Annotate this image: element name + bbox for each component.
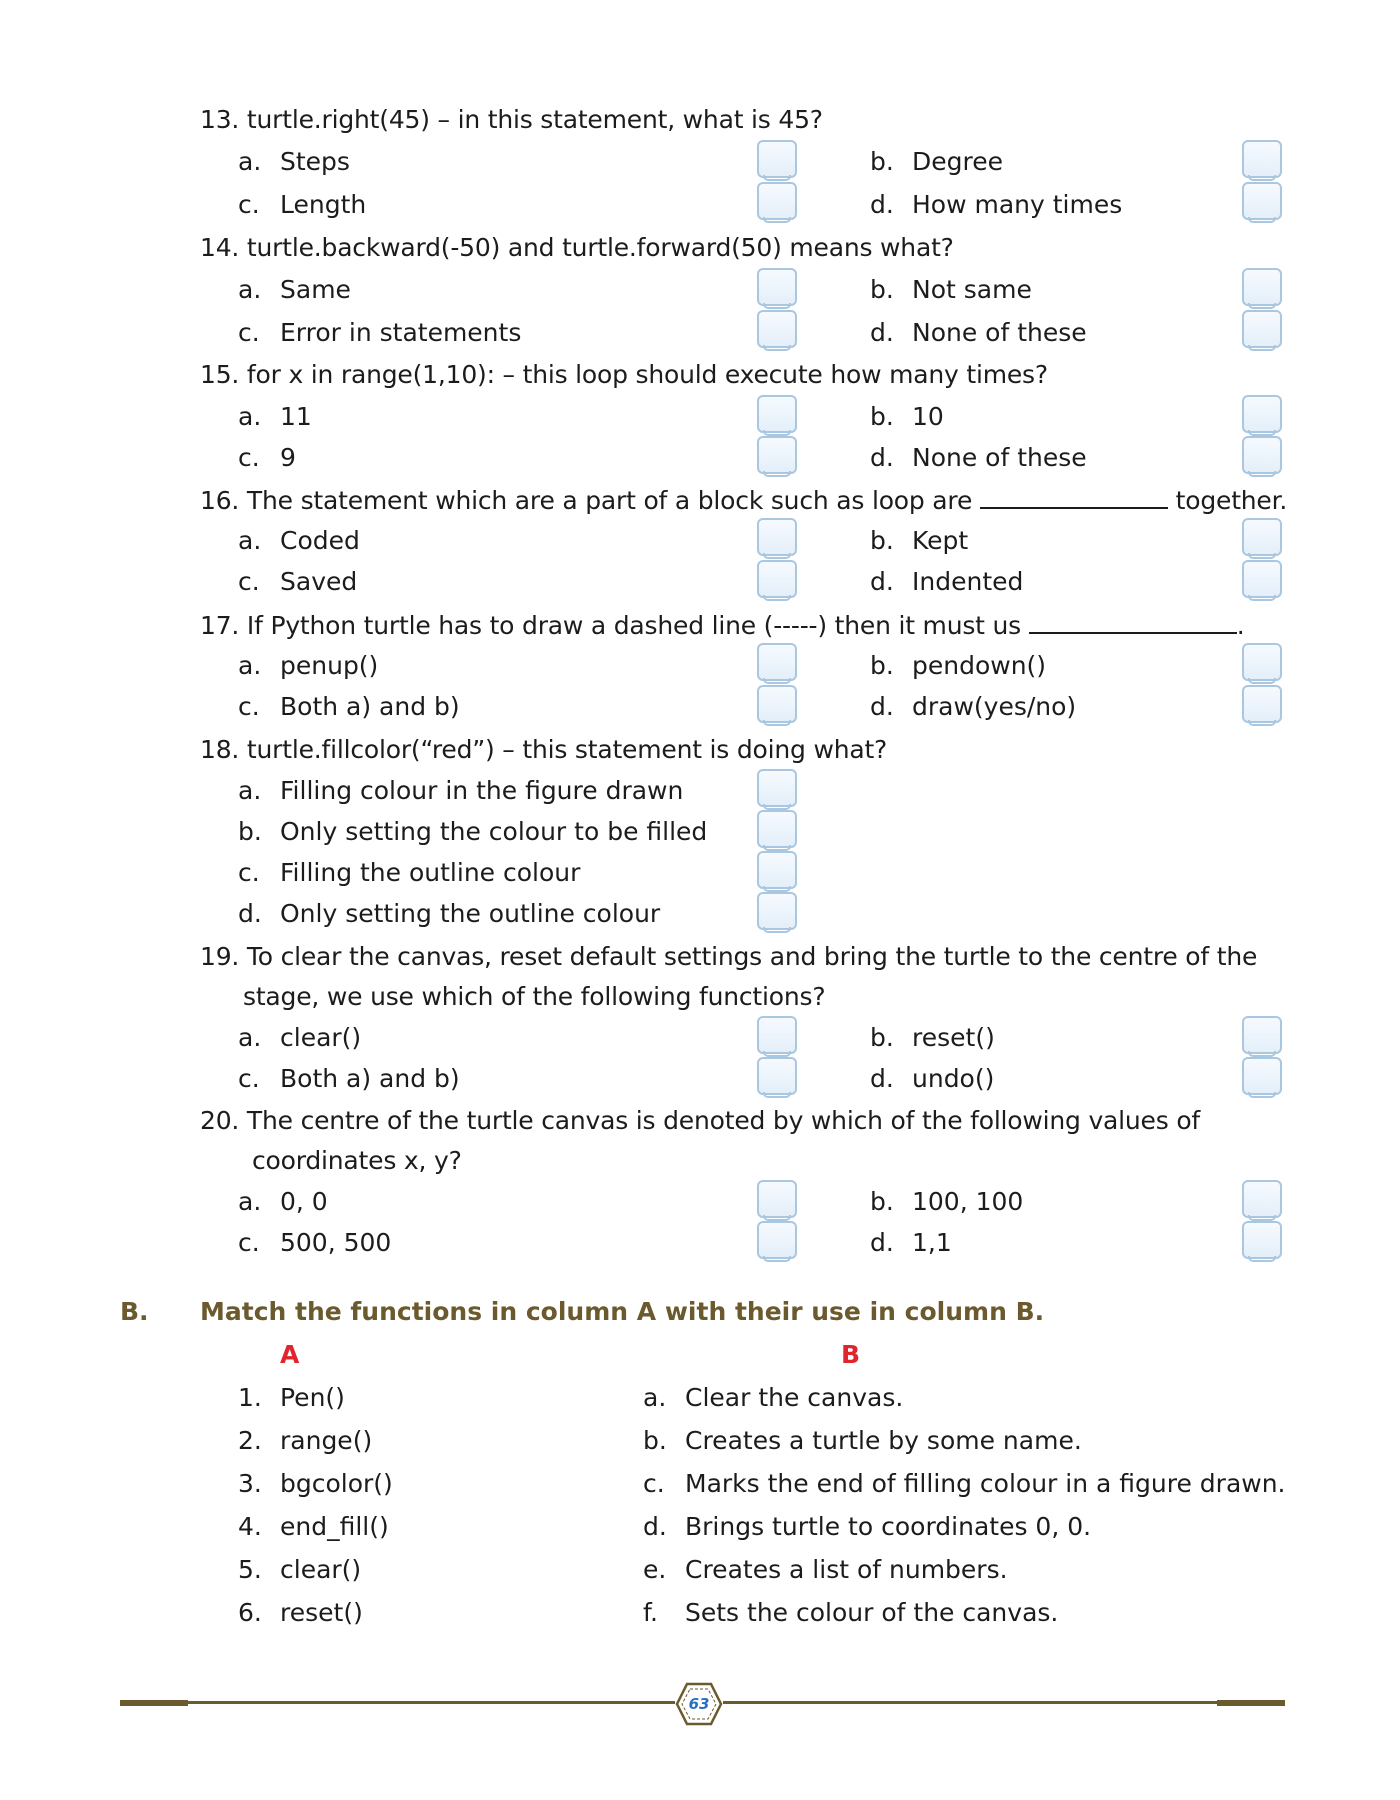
question-text-after: together. [1175, 486, 1288, 515]
footer-rule-cap-right [1217, 1700, 1285, 1706]
question-text: If Python turtle has to draw a dashed line (-----) then it must us [246, 611, 1021, 640]
fill-in-blank[interactable] [980, 485, 1168, 509]
question-text: turtle.right(45) – in this statement, what is 45? [246, 105, 823, 134]
question-number: 17. [200, 611, 240, 640]
option-13a: a. Steps [238, 147, 350, 176]
answer-checkbox-20a[interactable] [757, 1180, 797, 1218]
option-17a: a. penup() [238, 651, 379, 680]
option-18d: d. Only setting the outline colour [238, 899, 661, 928]
option-15c: c. 9 [238, 443, 296, 472]
column-a-heading: A [280, 1340, 300, 1369]
question-14 [200, 233, 954, 262]
question-number: 14. [200, 233, 240, 262]
answer-checkbox-14d[interactable] [1242, 310, 1282, 348]
answer-checkbox-17b[interactable] [1242, 643, 1282, 681]
option-18a: a. Filling colour in the figure drawn [238, 776, 684, 805]
column-b-item-a: a. Clear the canvas. [643, 1383, 904, 1412]
option-13b: b. Degree [870, 147, 1003, 176]
column-a-item-3: 3. bgcolor() [238, 1469, 393, 1498]
question-19 [200, 942, 1257, 971]
page-number: 63 [688, 1695, 710, 1713]
page-number-badge [675, 1682, 723, 1726]
option-17b: b. pendown() [870, 651, 1047, 680]
answer-checkbox-14a[interactable] [757, 268, 797, 306]
answer-checkbox-19c[interactable] [757, 1057, 797, 1095]
question-20 [200, 1106, 1200, 1135]
option-16a: a. Coded [238, 526, 360, 555]
question-18 [200, 735, 887, 764]
footer-rule-right [723, 1701, 1285, 1704]
answer-checkbox-13d[interactable] [1242, 182, 1282, 220]
answer-checkbox-17d[interactable] [1242, 685, 1282, 723]
answer-checkbox-20c[interactable] [757, 1221, 797, 1259]
question-number: 15. [200, 360, 240, 389]
column-b-heading: B [841, 1340, 861, 1369]
answer-checkbox-13b[interactable] [1242, 140, 1282, 178]
option-17d: d. draw(yes/no) [870, 692, 1077, 721]
answer-checkbox-13c[interactable] [757, 182, 797, 220]
question-17 [200, 610, 1245, 640]
option-15b: b. 10 [870, 402, 944, 431]
question-20-continued [252, 1146, 462, 1175]
footer-rule-left [120, 1701, 675, 1704]
answer-checkbox-19d[interactable] [1242, 1057, 1282, 1095]
answer-checkbox-18a[interactable] [757, 769, 797, 807]
answer-checkbox-15c[interactable] [757, 436, 797, 474]
answer-checkbox-17a[interactable] [757, 643, 797, 681]
option-17c: c. Both a) and b) [238, 692, 460, 721]
column-b-item-f: f. Sets the colour of the canvas. [643, 1598, 1059, 1627]
column-a-item-1: 1. Pen() [238, 1383, 345, 1412]
question-text: coordinates x, y? [252, 1146, 462, 1175]
option-14c: c. Error in statements [238, 318, 522, 347]
question-19-continued [243, 982, 825, 1011]
option-16b: b. Kept [870, 526, 969, 555]
answer-checkbox-15d[interactable] [1242, 436, 1282, 474]
option-20c: c. 500, 500 [238, 1228, 392, 1257]
answer-checkbox-18c[interactable] [757, 851, 797, 889]
option-18b: b. Only setting the colour to be filled [238, 817, 708, 846]
answer-checkbox-14c[interactable] [757, 310, 797, 348]
answer-checkbox-15b[interactable] [1242, 395, 1282, 433]
fill-in-blank[interactable] [1029, 610, 1237, 634]
option-15a: a. 11 [238, 402, 312, 431]
answer-checkbox-18d[interactable] [757, 892, 797, 930]
option-18c: c. Filling the outline colour [238, 858, 581, 887]
column-b-item-e: e. Creates a list of numbers. [643, 1555, 1008, 1584]
column-a-item-2: 2. range() [238, 1426, 373, 1455]
question-15 [200, 360, 1048, 389]
answer-checkbox-16c[interactable] [757, 560, 797, 598]
answer-checkbox-19a[interactable] [757, 1016, 797, 1054]
question-text: The statement which are a part of a block such as loop are [246, 486, 973, 515]
option-14a: a. Same [238, 275, 351, 304]
question-text: To clear the canvas, reset default settings and bring the turtle to the centre of the [246, 942, 1258, 971]
column-b-item-b: b. Creates a turtle by some name. [643, 1426, 1082, 1455]
column-a-item-5: 5. clear() [238, 1555, 362, 1584]
answer-checkbox-20b[interactable] [1242, 1180, 1282, 1218]
option-19c: c. Both a) and b) [238, 1064, 460, 1093]
option-20d: d. 1,1 [870, 1228, 952, 1257]
answer-checkbox-15a[interactable] [757, 395, 797, 433]
answer-checkbox-16a[interactable] [757, 518, 797, 556]
question-number: 18. [200, 735, 240, 764]
answer-checkbox-17c[interactable] [757, 685, 797, 723]
option-14d: d. None of these [870, 318, 1087, 347]
option-20a: a. 0, 0 [238, 1187, 328, 1216]
option-16c: c. Saved [238, 567, 358, 596]
column-a-item-6: 6. reset() [238, 1598, 363, 1627]
column-b-item-d: d. Brings turtle to coordinates 0, 0. [643, 1512, 1092, 1541]
answer-checkbox-18b[interactable] [757, 810, 797, 848]
question-text-after: . [1236, 611, 1245, 640]
answer-checkbox-20d[interactable] [1242, 1221, 1282, 1259]
question-text: The centre of the turtle canvas is denoted by which of the following values of [246, 1106, 1201, 1135]
question-16 [200, 485, 1287, 515]
question-text: for x in range(1,10): – this loop should execute how many times? [246, 360, 1048, 389]
question-text: turtle.backward(-50) and turtle.forward(50) means what? [246, 233, 954, 262]
answer-checkbox-13a[interactable] [757, 140, 797, 178]
answer-checkbox-19b[interactable] [1242, 1016, 1282, 1054]
option-16d: d. Indented [870, 567, 1024, 596]
question-number: 20. [200, 1106, 240, 1135]
option-19b: b. reset() [870, 1023, 995, 1052]
question-number: 19. [200, 942, 240, 971]
option-13c: c. Length [238, 190, 367, 219]
question-text: turtle.fillcolor(“red”) – this statement is doing what? [246, 735, 888, 764]
answer-checkbox-16d[interactable] [1242, 560, 1282, 598]
section-b-title: Match the functions in column A with their use in column B. [200, 1297, 1045, 1326]
option-14b: b. Not same [870, 275, 1032, 304]
question-number: 13. [200, 105, 240, 134]
option-13d: d. How many times [870, 190, 1123, 219]
question-number: 16. [200, 486, 240, 515]
column-a-item-4: 4. end_fill() [238, 1512, 389, 1541]
answer-checkbox-16b[interactable] [1242, 518, 1282, 556]
question-13 [200, 105, 823, 134]
option-20b: b. 100, 100 [870, 1187, 1024, 1216]
section-b-label: B. [120, 1297, 149, 1326]
option-19a: a. clear() [238, 1023, 362, 1052]
column-b-item-c: c. Marks the end of filling colour in a figure drawn. [643, 1469, 1286, 1498]
answer-checkbox-14b[interactable] [1242, 268, 1282, 306]
option-15d: d. None of these [870, 443, 1087, 472]
option-19d: d. undo() [870, 1064, 995, 1093]
question-text: stage, we use which of the following functions? [243, 982, 826, 1011]
